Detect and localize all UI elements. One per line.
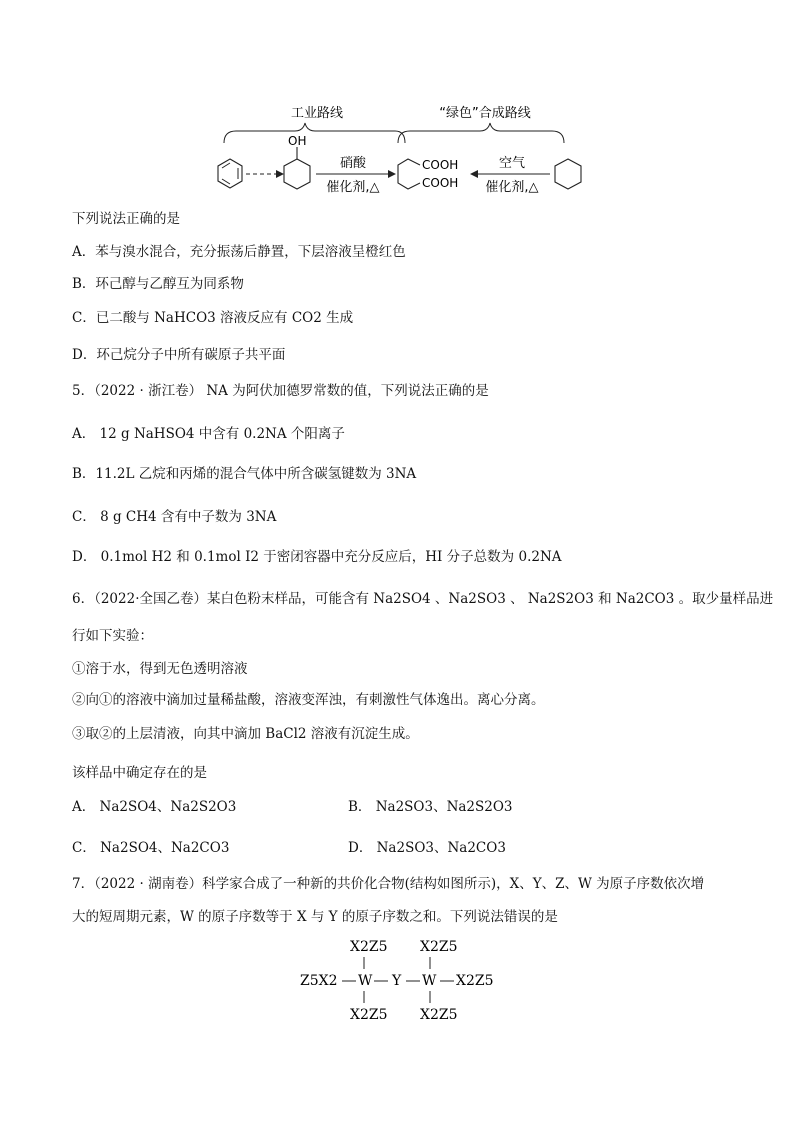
q6-question: 该样品中确定存在的是	[72, 765, 207, 781]
cyclohexanol-structure	[284, 134, 310, 189]
air-label: 空气	[498, 156, 526, 171]
industrial-brace	[224, 123, 405, 143]
oh-label: OH	[288, 134, 307, 148]
compound-structure	[290, 935, 510, 1025]
right-group: X2Z5	[456, 973, 494, 989]
q7-stem-line1: 7．（2022 · 湖南卷）科学家合成了一种新的共价化合物(结构如图所示)，X、Y、Z、W 为原子序数依次增	[72, 876, 705, 892]
industrial-label: 工业路线	[290, 106, 344, 121]
bottom-left-group: X2Z5	[350, 1007, 388, 1023]
q5-option-d[interactable]: D． 0.1mol H2 和 0.1mol I2 于密闭容器中充分反应后，HI 分子总数为 0.2NA	[72, 549, 562, 565]
q4-option-c[interactable]: C．已二酸与 NaHCO3 溶液反应有 CO2 生成	[72, 310, 354, 326]
top-right-group: X2Z5	[420, 939, 458, 955]
q7-stem-line2: 大的短周期元素，W 的原子序数等于 X 与 Y 的原子序数之和。下列说法错误的是	[72, 909, 558, 925]
left-w: W	[358, 973, 373, 989]
adipic-acid-structure	[398, 158, 458, 190]
green-label: “绿色”合成路线	[439, 106, 531, 121]
benzene-structure	[218, 159, 242, 188]
q6-stem-line1: 6．（2022·全国乙卷）某白色粉末样品，可能含有 Na2SO4 、Na2SO3 、 Na2S2O3 和 Na2CO3 。取少量样品进	[72, 591, 774, 607]
nitric-acid-label: 硝酸	[339, 156, 367, 171]
q6-step-3: ③取②的上层清液，向其中滴加 BaCl2 溶液有沉淀生成。	[72, 726, 419, 742]
q6-step-2: ②向①的溶液中滴加过量稀盐酸，溶液变浑浊，有刺激性气体逸出。离心分离。	[72, 692, 545, 708]
cyclohexane-structure	[555, 159, 581, 189]
q6-option-a[interactable]: A． Na2SO4、Na2S2O3	[72, 799, 237, 815]
q6-step-1: ①溶于水，得到无色透明溶液	[72, 661, 248, 677]
q6-option-b[interactable]: B． Na2SO3、Na2S2O3	[348, 799, 513, 815]
reaction-scheme	[200, 95, 590, 205]
q5-stem: 5．（2022 · 浙江卷） NA 为阿伏加德罗常数的值，下列说法正确的是	[72, 383, 489, 399]
q5-option-a[interactable]: A． 12 g NaHSO4 中含有 0.2NA 个阳离子	[72, 426, 345, 442]
green-brace	[398, 123, 564, 143]
q4-option-b[interactable]: B．环己醇与乙醇互为同系物	[72, 276, 244, 292]
cooh-bottom: COOH	[422, 176, 459, 190]
q4-option-d[interactable]: D．环己烷分子中所有碳原子共平面	[72, 347, 286, 363]
q6-option-d[interactable]: D． Na2SO3、Na2CO3	[348, 840, 506, 856]
q5-option-b[interactable]: B．11.2L 乙烷和丙烯的混合气体中所含碳氢键数为 3NA	[72, 466, 417, 482]
q6-stem-line2: 行如下实验：	[72, 628, 153, 644]
q4-option-a[interactable]: A．苯与溴水混合，充分振荡后静置，下层溶液呈橙红色	[72, 244, 406, 260]
right-w: W	[422, 973, 437, 989]
q5-option-c[interactable]: C． 8 g CH4 含有中子数为 3NA	[72, 509, 277, 525]
air-condition: 催化剂,△	[485, 180, 539, 195]
q6-option-c[interactable]: C． Na2SO4、Na2CO3	[72, 840, 230, 856]
q4-stem: 下列说法正确的是	[72, 211, 180, 227]
bottom-right-group: X2Z5	[420, 1007, 458, 1023]
left-group: Z5X2	[300, 973, 338, 989]
nitric-acid-condition: 催化剂,△	[326, 180, 380, 195]
cooh-top: COOH	[422, 158, 459, 172]
top-left-group: X2Z5	[350, 939, 388, 955]
center-y: Y	[392, 973, 402, 989]
